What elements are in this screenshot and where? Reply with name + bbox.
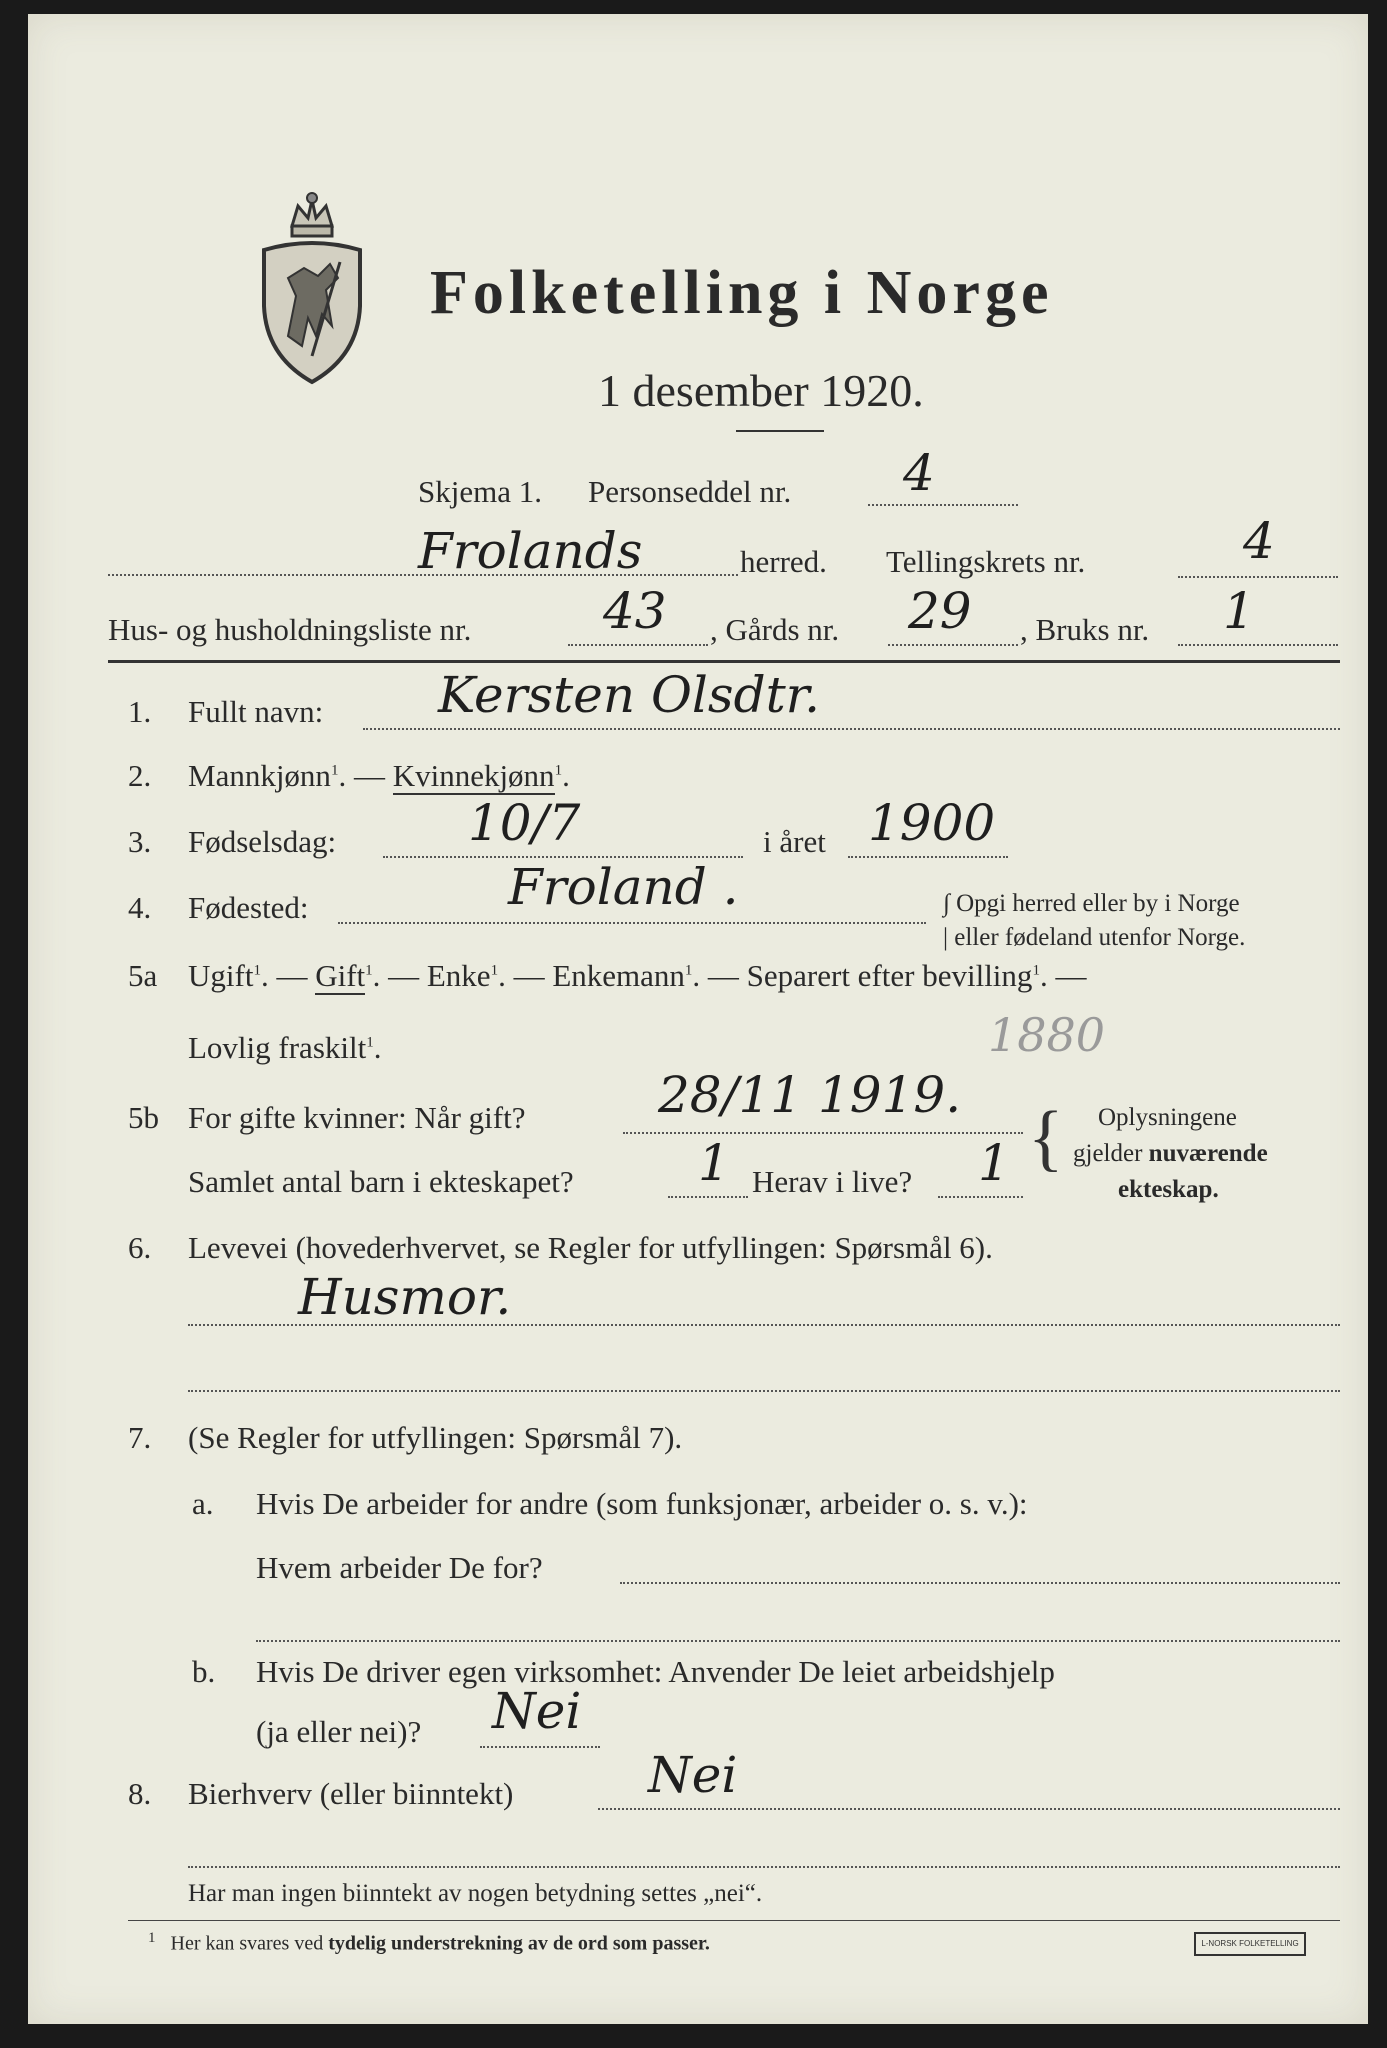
q5b-note-1: Oplysningene — [1098, 1104, 1237, 1131]
footer-rule — [128, 1920, 1340, 1921]
q1-full-name: Kersten Olsdtr. — [438, 666, 820, 724]
q6-number: 6. — [128, 1230, 152, 1265]
printer-stamp: L-NORSK FOLKETELLING — [1194, 1932, 1306, 1956]
q5b-ilive-label: Herav i live? — [752, 1164, 913, 1199]
q7a-line-1 — [620, 1582, 1340, 1584]
q5b-married-date: 28/11 1919. — [658, 1066, 962, 1124]
header-rule — [108, 660, 1340, 663]
q5b-ilive-line — [938, 1196, 1023, 1198]
q3-number: 3. — [128, 824, 152, 859]
q6-line-2 — [188, 1390, 1340, 1392]
gards-line — [888, 644, 1018, 646]
q2-female-underlined: Kvinnekjønn — [392, 758, 555, 793]
herred-value: Frolands — [418, 522, 643, 580]
q3-birthday: 10/7 — [468, 794, 581, 852]
q8-label: Bierhverv (eller biinntekt) — [188, 1776, 514, 1811]
personseddel-value: 4 — [903, 444, 935, 502]
q5b-number: 5b — [128, 1100, 159, 1135]
skjema-label: Skjema 1. — [418, 474, 542, 509]
gards-value: 29 — [908, 582, 972, 640]
q7b-text: Hvis De driver egen virksomhet: Anvender De leiet arbeidshjelp — [256, 1654, 1055, 1689]
q4-line — [338, 922, 926, 924]
q3-year-label: i året — [763, 824, 826, 859]
q7-number: 7. — [128, 1420, 152, 1455]
q7a-line-2 — [256, 1640, 1340, 1642]
q1-label: Fullt navn: — [188, 694, 324, 729]
q2-number: 2. — [128, 758, 152, 793]
q5a-number: 5a — [128, 958, 158, 993]
q4-note-1: ∫ Opgi herred eller by i Norge — [943, 890, 1240, 917]
q5b-ilive-value: 1 — [978, 1134, 1010, 1192]
husliste-line — [568, 644, 708, 646]
q7-label: (Se Regler for utfyllingen: Spørsmål 7). — [188, 1420, 683, 1455]
census-form-sheet — [28, 14, 1368, 2024]
q3-birth-year: 1900 — [868, 794, 996, 852]
q6-label: Levevei (hovederhvervet, se Regler for utfyllingen: Spørsmål 6). — [188, 1230, 993, 1265]
tellingskrets-label: Tellingskrets nr. — [886, 544, 1086, 579]
husliste-label: Hus- og husholdningsliste nr. — [108, 612, 472, 647]
q7b-question: (ja eller nei)? — [256, 1714, 422, 1749]
personseddel-line — [868, 504, 1018, 506]
q5b-barn-value: 1 — [698, 1134, 730, 1192]
q8-number: 8. — [128, 1776, 152, 1811]
herred-line — [108, 574, 738, 576]
q5b-note-3: ekteskap. — [1118, 1176, 1219, 1203]
herred-label: herred. — [740, 544, 827, 579]
q1-line — [363, 728, 1340, 730]
q5a-options: Ugift$^1$. — Gift$^1$. — Enke$^1$. — Enkemann$^1$. — Separert efter bevilling$^1$. — — [188, 958, 1087, 993]
census-date: 1 desember 1920. — [598, 365, 924, 416]
q5b-barn-label: Samlet antal barn i ekteskapet? — [188, 1164, 574, 1199]
q5b-married-line — [623, 1132, 1023, 1134]
q8-value: Nei — [648, 1746, 738, 1804]
q5b-note-2: gjelder nuværende — [1073, 1140, 1268, 1167]
q7a-letter: a. — [192, 1486, 214, 1521]
form-title: Folketelling i Norge — [430, 259, 1054, 327]
q3-label: Fødselsdag: — [188, 824, 337, 859]
tellingskrets-line — [1178, 576, 1338, 578]
husliste-value: 43 — [603, 582, 667, 640]
q7b-letter: b. — [192, 1654, 216, 1689]
q2-options: Mannkjønn$^1$. — Kvinnekjønn$^1$. — [188, 758, 570, 793]
title-divider — [736, 430, 824, 432]
q4-birthplace: Froland . — [508, 858, 739, 916]
q4-number: 4. — [128, 890, 152, 925]
q5a-annotation: 1880 — [988, 1008, 1106, 1062]
q5b-brace: { — [1028, 1097, 1064, 1179]
q6-line-1 — [188, 1324, 1340, 1326]
q2-male: Mannkjønn — [188, 758, 331, 793]
coat-of-arms-emblem — [258, 186, 366, 386]
q7a-text: Hvis De arbeider for andre (som funksjonær, arbeider o. s. v.): — [256, 1486, 1028, 1521]
q8-line-1 — [598, 1808, 1340, 1810]
gards-label: , Gårds nr. — [710, 612, 840, 647]
q5b-barn-line — [668, 1196, 748, 1198]
q4-label: Fødested: — [188, 890, 309, 925]
q3-year-line — [848, 856, 1008, 858]
footnote: $^1$ Her kan svares ved tydelig understrekning av de ord som passer. — [148, 1930, 710, 1955]
tellingskrets-value: 4 — [1243, 512, 1275, 570]
bruks-label: , Bruks nr. — [1020, 612, 1150, 647]
q5b-label: For gifte kvinner: Når gift? — [188, 1100, 526, 1135]
q5a-lovlig: Lovlig fraskilt$^1$. — [188, 1030, 382, 1065]
q7b-value: Nei — [492, 1682, 582, 1740]
q7a-question: Hvem arbeider De for? — [256, 1550, 543, 1585]
q7b-line — [480, 1746, 600, 1748]
q5a-gift-underlined: Gift — [315, 958, 366, 993]
q1-number: 1. — [128, 694, 152, 729]
q4-note-2: | eller fødeland utenfor Norge. — [943, 924, 1246, 951]
personseddel-label: Personseddel nr. — [588, 474, 792, 509]
bruks-line — [1178, 644, 1338, 646]
footer-note: Har man ingen biinntekt av nogen betydning settes „nei“. — [188, 1880, 763, 1907]
bruks-value: 1 — [1223, 582, 1255, 640]
q8-line-2 — [188, 1866, 1340, 1868]
q6-occupation: Husmor. — [298, 1268, 512, 1326]
